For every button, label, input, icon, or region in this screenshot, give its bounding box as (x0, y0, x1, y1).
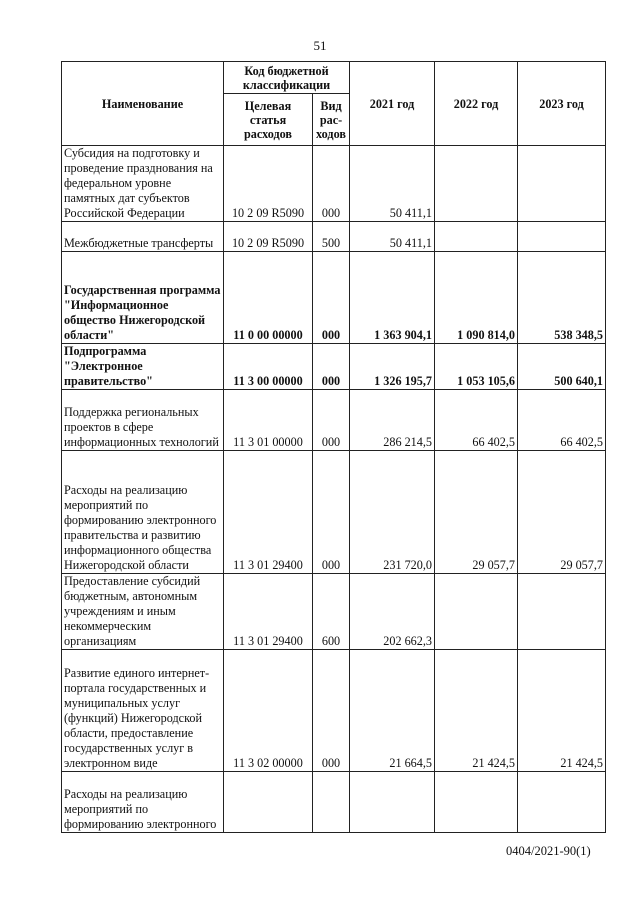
row-target: 11 3 01 29400 (224, 451, 313, 574)
row-target: 11 0 00 00000 (224, 252, 313, 344)
table-row (62, 146, 606, 222)
row-name: Развитие единого интернет-портала государственных и муниципальных услуг (функций) Нижегородской области, предоставление государственных услуг в электронном виде (62, 650, 224, 772)
row-name: Межбюджетные трансферты (62, 222, 224, 252)
row-type (313, 772, 350, 833)
row-2023: 29 057,7 (518, 451, 606, 574)
table-row (62, 650, 606, 772)
row-target: 10 2 09 R5090 (224, 146, 313, 222)
page-number: 51 (313, 38, 327, 53)
row-type: 000 (313, 390, 350, 451)
row-2021: 21 664,5 (350, 650, 435, 772)
header-2021: 2021 год (350, 62, 435, 146)
header-expense-type: Вид рас-ходов (313, 94, 350, 146)
row-target: 11 3 00 00000 (224, 344, 313, 390)
row-target: 11 3 01 29400 (224, 574, 313, 650)
row-target: 11 3 01 00000 (224, 390, 313, 451)
row-name: Государственная программа "Информационное общество Нижегородской области" (62, 252, 224, 344)
header-name: Наименование (62, 62, 224, 146)
header-2023: 2023 год (518, 62, 606, 146)
row-2022: 21 424,5 (435, 650, 518, 772)
row-2022 (435, 574, 518, 650)
row-name: Расходы на реализацию мероприятий по формированию электронного правительства и развитию информационного общества Нижегородской области (62, 451, 224, 574)
row-2021: 1 326 195,7 (350, 344, 435, 390)
table-row (62, 772, 606, 833)
header-2022: 2022 год (435, 62, 518, 146)
row-target: 11 3 02 00000 (224, 650, 313, 772)
row-type: 000 (313, 650, 350, 772)
document-footer-code: 0404/2021-90(1) (506, 844, 591, 858)
row-target: 10 2 09 R5090 (224, 222, 313, 252)
row-name: Подпрограмма "Электронное правительство" (62, 344, 224, 390)
header-target-article: Целевая статья расходов (224, 94, 313, 146)
row-2023 (518, 146, 606, 222)
table-row (62, 222, 606, 252)
budget-table (61, 61, 606, 833)
row-name: Поддержка региональных проектов в сфере информационных технологий (62, 390, 224, 451)
row-2022: 66 402,5 (435, 390, 518, 451)
table-row (62, 344, 606, 390)
row-2021: 202 662,3 (350, 574, 435, 650)
row-2022 (435, 146, 518, 222)
row-2021: 50 411,1 (350, 146, 435, 222)
row-type: 000 (313, 146, 350, 222)
row-2022 (435, 772, 518, 833)
table-row (62, 252, 606, 344)
row-2021 (350, 772, 435, 833)
row-type: 500 (313, 222, 350, 252)
row-2023: 500 640,1 (518, 344, 606, 390)
row-2021: 1 363 904,1 (350, 252, 435, 344)
row-name: Расходы на реализацию мероприятий по формированию электронного (62, 772, 224, 833)
header-row-top (62, 62, 606, 94)
table-row (62, 574, 606, 650)
row-2022 (435, 222, 518, 252)
table-row (62, 390, 606, 451)
row-type: 000 (313, 252, 350, 344)
header-kbk-group: Код бюджетной классификации (224, 62, 350, 94)
row-2021: 50 411,1 (350, 222, 435, 252)
row-2023 (518, 772, 606, 833)
row-2022: 1 053 105,6 (435, 344, 518, 390)
row-name: Субсидия на подготовку и проведение празднования на федеральном уровне памятных дат субъектов Российской Федерации (62, 146, 224, 222)
row-name: Предоставление субсидий бюджетным, автономным учреждениям и иным некоммерческим организациям (62, 574, 224, 650)
row-2023: 21 424,5 (518, 650, 606, 772)
row-2021: 231 720,0 (350, 451, 435, 574)
row-type: 600 (313, 574, 350, 650)
row-2023 (518, 574, 606, 650)
row-type: 000 (313, 451, 350, 574)
row-2023 (518, 222, 606, 252)
row-2023: 66 402,5 (518, 390, 606, 451)
row-2021: 286 214,5 (350, 390, 435, 451)
row-target (224, 772, 313, 833)
row-2022: 1 090 814,0 (435, 252, 518, 344)
row-type: 000 (313, 344, 350, 390)
table-row (62, 451, 606, 574)
row-2023: 538 348,5 (518, 252, 606, 344)
row-2022: 29 057,7 (435, 451, 518, 574)
